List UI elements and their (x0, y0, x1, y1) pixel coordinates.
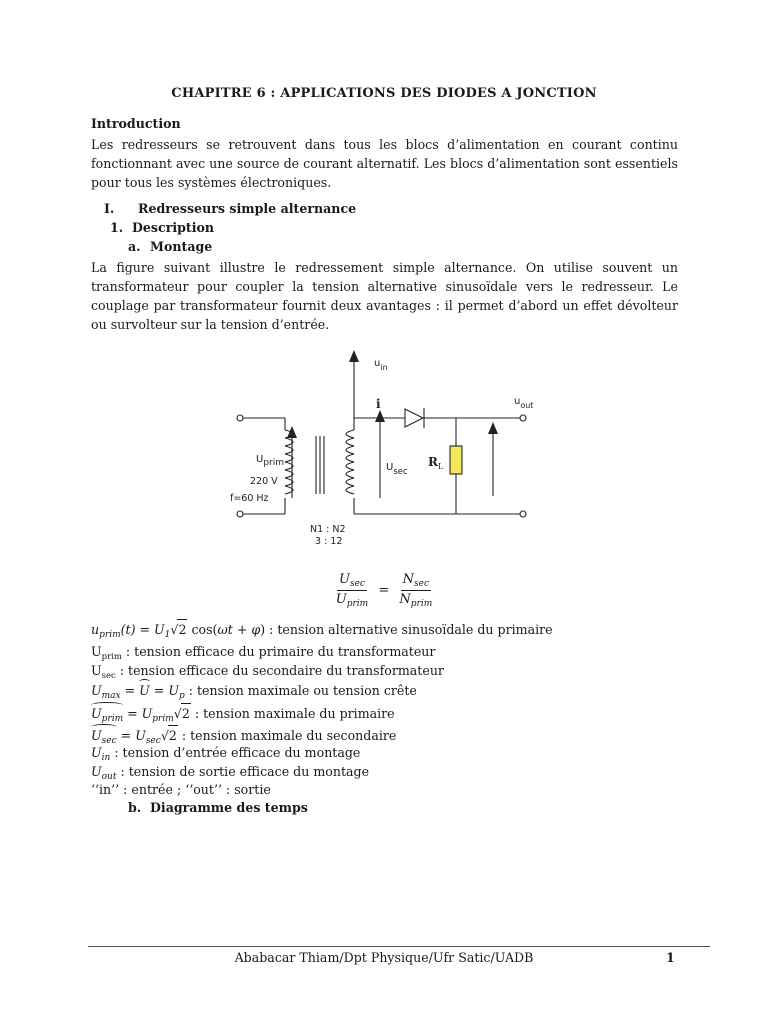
formula-right-fraction: $\frac{N_{sec}}{N_{prim}}$ (399, 572, 433, 609)
page-number: 1 (666, 950, 675, 965)
subsection-title: Description (132, 220, 215, 235)
subsection-number: 1. (110, 220, 124, 235)
definition-uprim-hat: $U_{prim} = U_{prim}√2$ : tension maximale du primaire (91, 703, 395, 729)
footer-divider (88, 946, 710, 947)
rl-label: $R_L$ (428, 455, 444, 471)
rectifier-circuit-figure (230, 338, 540, 550)
subsection-letter: a. (128, 239, 141, 254)
current-label: i (376, 397, 381, 411)
input-terminal-bottom (237, 511, 243, 517)
section-title: Redresseurs simple alternance (138, 201, 357, 216)
subsection-letter: b. (128, 800, 142, 815)
subsection-title: Montage (150, 239, 213, 254)
chapter-title: CHAPITRE 6 : APPLICATIONS DES DIODES A JONCTION (171, 86, 597, 101)
turns-ratio-label: N1 : N2 (310, 524, 346, 535)
subsection-heading-b (128, 798, 308, 817)
u-sec-label: $U_{sec}$ (386, 462, 408, 477)
turns-ratio-value: 3 : 12 (315, 536, 343, 547)
subsection-heading-1 (110, 218, 214, 237)
load-resistor (450, 446, 462, 474)
output-terminal-bottom (520, 511, 526, 517)
intro-paragraph: Les redresseurs se retrouvent dans tous les blocs d’alimentation en courant continu fonctionnant avec une source de courant alternatif. Les blocs d’alimentation sont essentiels pour tous les systèmes électroniques. (91, 137, 678, 190)
definition-uin: $U_{in}$ : tension d’entrée efficace du montage (91, 745, 361, 763)
definition-usec: $U_{sec}$ : tension efficace du secondaire du transformateur (91, 663, 444, 681)
u-out-arrowhead (488, 422, 498, 434)
intro-heading: Introduction (91, 116, 181, 131)
frequency-label: f=60 Hz (230, 493, 269, 504)
definition-uprim: $U_{prim}$ : tension efficace du primaire du transformateur (91, 644, 436, 662)
secondary-coil (346, 430, 354, 494)
u-prim-arrowhead (287, 426, 297, 438)
u-in-label: $u_{in}$ (374, 358, 388, 372)
definition-uout: $U_{out}$ : tension de sortie efficace du montage (91, 764, 370, 782)
definition-uprim-t: $u_{prim}(t) = U_1√2$ cos(ωt + φ) : tension alternative sinusoïdale du primaire (91, 619, 553, 645)
section-heading-1 (104, 199, 356, 218)
voltage-label: 220 V (250, 476, 278, 487)
footer-author: Ababacar Thiam/Dpt Physique/Ufr Satic/UADB (234, 950, 534, 965)
input-terminal-top (237, 415, 243, 421)
definition-in-out: ‘‘in’’ : entrée ; ‘‘out’’ : sortie (91, 782, 271, 797)
subsection-title: Diagramme des temps (150, 800, 308, 815)
circuit-diagram (230, 338, 540, 550)
formula-left-fraction: $\frac{U_{sec}}{U_{prim}}$ (335, 572, 369, 609)
subsection-heading-a (128, 237, 212, 256)
montage-paragraph: La figure suivant illustre le redressement simple alternance. On utilise souvent un transformateur pour coupler la tension alternative sinusoïdale vers le redresseur. Le couplage par transformateur fournit deux avantages : il permet d’abord un effet dévolteur ou survolteur sur la tension d’entrée. (91, 260, 678, 332)
diode-symbol (405, 409, 423, 427)
output-terminal-top (520, 415, 526, 421)
u-sec-arrowhead (375, 410, 385, 422)
section-number: I. (104, 201, 115, 216)
definition-usec-hat: $U_{sec} = U_{sec}√2$ : tension maximale du secondaire (91, 725, 396, 751)
u-out-label: $u_{out}$ (514, 396, 534, 410)
u-in-arrowhead (349, 350, 359, 362)
definition-umax: $U_{max} = U = U_p$ : tension maximale ou tension crête (91, 683, 417, 701)
u-prim-label: Uprim (256, 454, 285, 468)
transformer-ratio-formula: $\frac{U_{sec}}{U_{prim}}$ = $\frac{N_{sec}}{N_{prim}}$ (335, 572, 433, 609)
